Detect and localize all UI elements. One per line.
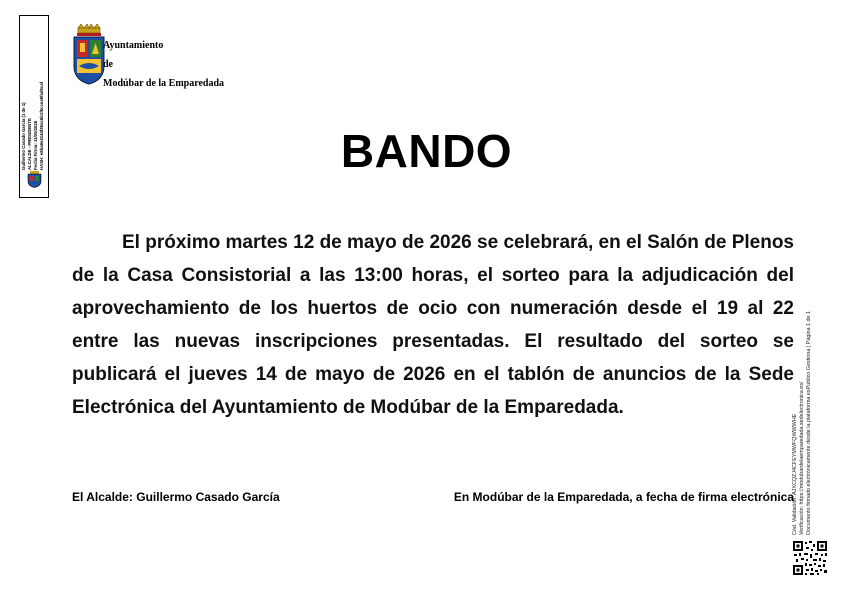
stamp-line: Fecha Firma: 11/05/2026 [33,120,38,170]
verification-line: Cód. Validación: AJXCQZJ4CFEYMWFQWWWHE [792,413,798,535]
town-name-line: Modúbar de la Emparedada [103,78,225,89]
verification-line: Documento firmado electrónicamente desde la plataforma esPublico Gestiona | Página 1 de 1 [806,310,812,535]
verification-line: Verificación: https://modubardelaemparedada.sedelectronica.es/ [799,381,805,535]
qr-code-icon [792,540,828,576]
document-title: BANDO [340,125,513,177]
town-name-line: de [103,59,113,70]
stamp-line: Guillermo Casado García (1 de 1) [21,102,26,170]
verification-text [792,265,834,535]
town-name [103,36,224,93]
signer-line: El Alcalde: Guillermo Casado García [72,490,280,504]
place-date-line: En Modúbar de la Emparedada, a fecha de firma electrónica [453,490,794,504]
coat-of-arms-icon [72,24,106,86]
town-name-line: Ayuntamiento [103,40,164,51]
stamp-line: ALCALDE - PRESIDENTE [27,118,32,170]
stamp-line: HASH: e8ba8e4144f85ac6b1f6ccea9fad5caf [39,81,44,170]
announcement-body: El próximo martes 12 de mayo de 2026 se celebrará, en el Salón de Plenos de la Casa Consistorial a las 13:00 horas, el sorteo para la adjudicación del aprovechamiento de los huertos de ocio con numeración desde el 19 al 22 entre las nuevas inscripciones presentadas. El resultado del sorteo se publicará el jueves 14 de mayo de 2026 en el tablón de anuncios de la Sede Electrónica del Ayuntamiento de Modúbar de la Emparedada. [72,232,794,418]
